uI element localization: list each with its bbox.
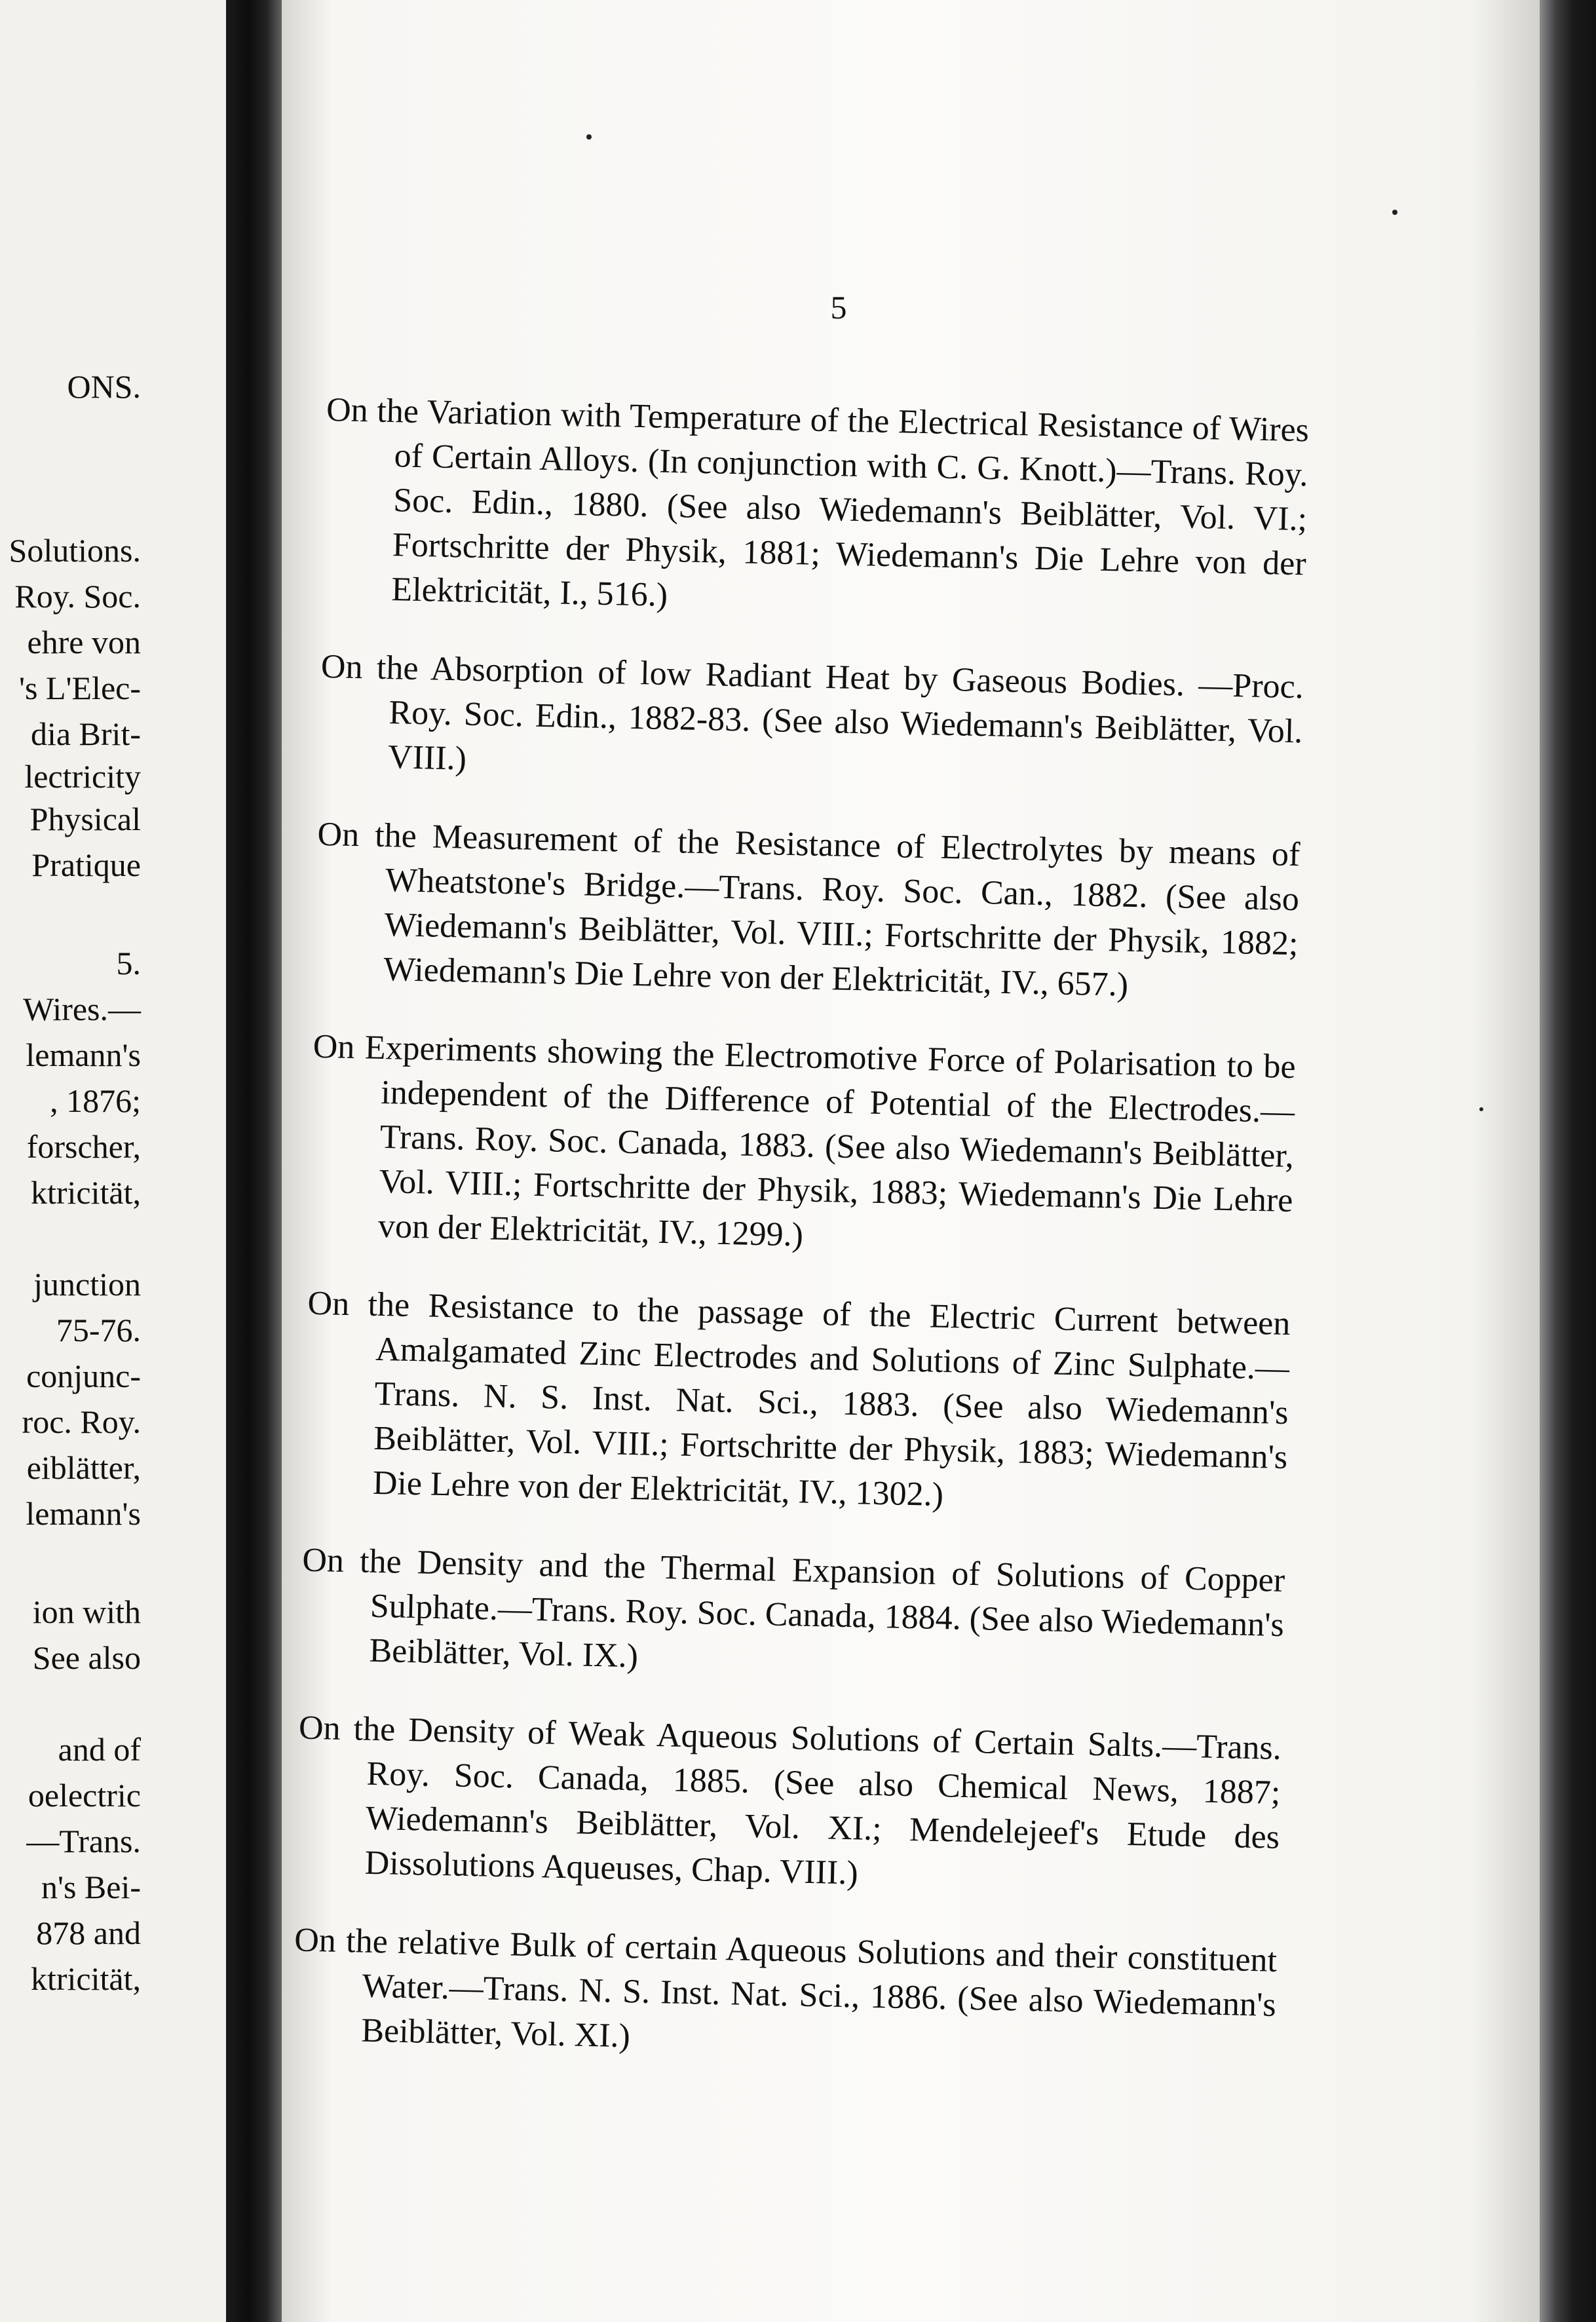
list-item: On the Resistance to the passage of the Electric Current between Amalgamated Zinc Electrodes and Solutions of Zinc Sulphate.—Trans. N. S. Inst. Nat. Sci., 1883. (See also Wiedemann's Beiblätter, Vol. VIII.; Fortschritte der Physik, 1883; Wiedemann's Die Lehre von der Elektricität, IV., 1302.) [307,1284,1291,1514]
left-fragment: conjunc- [26,1358,141,1394]
list-item: On the Density of Weak Aqueous Solutions of Certain Salts.—Trans. Roy. Soc. Canada, 1885. (See also Chemical News, 1887; Wiedemann's Beiblätter, Vol. XI.; Mendelejeef's Etude des Dissolutions Aqueuses, Chap. VIII.) [298,1709,1282,1892]
left-fragment: , 1876; [50,1082,141,1119]
left-fragment: ktricität, [31,1960,141,1997]
left-fragment: 's L'Elec- [19,670,141,706]
left-fragment: eiblätter, [26,1449,141,1486]
print-speck [1392,210,1397,215]
print-speck [586,134,592,140]
left-fragment: —Trans. [26,1823,141,1859]
list-item: On the Measurement of the Resistance of Electrolytes by means of Wheatstone's Bridge.—Trans. Roy. Soc. Can., 1882. (See also Wiedemann's Beiblätter, Vol. VIII.; Fortschritte der Physik, 1882; Wiedemann's Die Lehre von der Elektricität, IV., 657.) [317,815,1301,1004]
left-fragment: dia Brit- [30,715,141,752]
left-fragment: Physical [29,801,141,837]
left-fragment: forscher, [26,1128,141,1165]
left-fragment: ehre von [27,624,141,660]
left-fragment: n's Bei- [41,1869,141,1905]
left-fragment: 75-76. [56,1312,141,1348]
left-page [0,0,239,2322]
list-item: On the Variation with Temperature of the Electrical Resistance of Wires of Certain Alloys. (In conjunction with C. G. Knott.)—Trans. Roy. Soc. Edin., 1880. (See also Wiedemann's Beiblätter, Vol. VI.; Fortschritte der Physik, 1881; Wiedemann's Die Lehre von der Elektricität, I., 516.) [326,390,1310,614]
left-fragment: lectricity [24,758,141,795]
page-number: 5 [830,289,847,326]
publication-list [292,354,1310,2079]
left-fragment: ktricität, [31,1174,141,1211]
left-fragment: Pratique [31,847,141,883]
page-edge-shadow [1540,0,1596,2322]
left-fragment: and of [58,1731,141,1768]
left-fragment: lemann's [26,1037,141,1073]
left-fragment: 878 and [36,1914,141,1951]
left-fragment: lemann's [26,1495,141,1532]
left-fragment: See also [32,1639,141,1676]
list-item: On the Absorption of low Radiant Heat by Gaseous Bodies. —Proc. Roy. Soc. Edin., 1882-83. (See also Wiedemann's Beiblätter, Vol. VIII.) [320,647,1304,778]
left-fragment: oelectric [28,1777,141,1814]
left-fragment: 5. [116,945,141,981]
list-item: On the relative Bulk of certain Aqueous Solutions and their constituent Water.—Trans. N. S. Inst. Nat. Sci., 1886. (See also Wiedemann's Beiblätter, Vol. XI.) [294,1921,1278,2055]
left-fragment: roc. Roy. [22,1403,141,1440]
left-fragment: Roy. Soc. [14,578,141,615]
left-fragment: ONS. [67,368,141,405]
left-fragment: junction [33,1266,141,1303]
book-gutter [226,0,284,2322]
left-fragment: ion with [32,1593,141,1630]
list-item: On Experiments showing the Electromotive Force of Polarisation to be independent of the Difference of Potential of the Electrodes.—Trans. Roy. Soc. Canada, 1883. (See also Wiedemann's Beiblätter, Vol. VIII.; Fortschritte der Physik, 1883; Wiedemann's Die Lehre von der Elektricität, IV., 1299.) [313,1027,1297,1254]
left-fragment: Solutions. [9,532,141,569]
print-speck [1479,1107,1483,1111]
list-item: On the Density and the Thermal Expansion of Solutions of Copper Sulphate.—Trans. Roy. Soc. Canada, 1884. (See also Wiedemann's Beiblätter, Vol. IX.) [301,1541,1285,1675]
left-fragment: Wires.— [23,991,141,1027]
